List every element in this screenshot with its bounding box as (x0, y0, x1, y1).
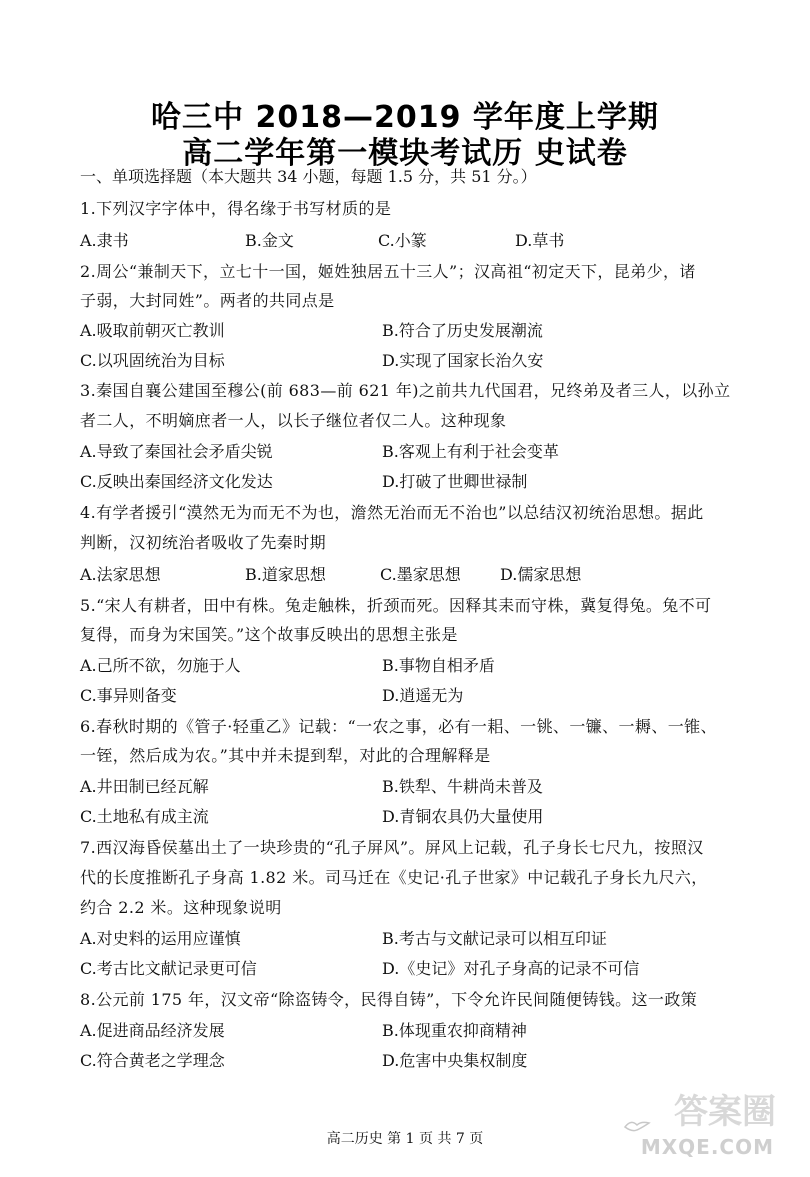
question-1-stem: 1.下列汉字字体中，得名缘于书写材质的是 (80, 199, 392, 218)
question-3-option-b: B.客观上有利于社会变革 (382, 442, 559, 461)
question-3-option-a: A.导致了秦国社会矛盾尖锐 (80, 442, 273, 461)
question-5-option-c: C.事异则备变 (80, 686, 177, 705)
question-6-option-b: B.铁犁、牛耕尚未普及 (382, 777, 543, 796)
question-7-stem-line2: 代的长度推断孔子身高 1.82 米。司马迁在《史记·孔子世家》中记载孔子身长九尺六， (80, 868, 708, 887)
question-8-option-b: B.体现重农抑商精神 (382, 1021, 527, 1040)
exam-title-line2: 高二学年第一模块考试历 史试卷 (182, 136, 628, 171)
question-4-stem-line2: 判断，汉初统治者吸收了先秦时期 (80, 533, 327, 552)
question-6-stem-line1: 6.春秋时期的《管子·轻重乙》记载：“一农之事，必有一耜、一铫、一镰、一耨、一锥、 (80, 717, 717, 736)
question-7-option-a: A.对史料的运用应谨慎 (80, 929, 241, 948)
question-1-option-b: B.金文 (245, 231, 294, 250)
question-4-option-b: B.道家思想 (245, 565, 326, 584)
question-6-stem-line2: 一铚，然后成为农。”其中并未提到犁，对此的合理解释是 (80, 746, 491, 765)
question-3-option-c: C.反映出秦国经济文化发达 (80, 472, 273, 491)
question-2-option-c: C.以巩固统治为目标 (80, 351, 225, 370)
question-7-option-d: D.《史记》对孔子身高的记录不可信 (382, 959, 640, 978)
question-8-option-d: D.危害中央集权制度 (382, 1051, 528, 1070)
question-5-stem-line1: 5.“宋人有耕者，田中有株。兔走触株，折颈而死。因释其耒而守株，冀复得兔。兔不可 (80, 596, 712, 615)
question-4-option-c: C.墨家思想 (380, 565, 461, 584)
question-7-option-b: B.考古与文献记录可以相互印证 (382, 929, 607, 948)
question-4-option-a: A.法家思想 (80, 565, 161, 584)
question-8-stem-line1: 8.公元前 175 年，汉文帝“除盗铸令，民得自铸”，下令允许民间随便铸钱。这一政策 (80, 990, 698, 1009)
bird-logo-icon (623, 1115, 651, 1135)
question-2-option-d: D.实现了国家长治久安 (382, 351, 544, 370)
section-heading: 一、单项选择题（本大题共 34 小题，每题 1.5 分，共 51 分。） (80, 167, 537, 186)
question-7-stem-line3: 约合 2.2 米。这种现象说明 (80, 898, 282, 917)
question-1-option-a: A.隶书 (80, 231, 129, 250)
watermark-site-text: MXQE.COM (640, 1135, 774, 1159)
question-2-stem-line2: 子弱，大封同姓”。两者的共同点是 (80, 291, 335, 310)
question-7-option-c: C.考古比文献记录更可信 (80, 959, 257, 978)
question-3-stem-line2: 者二人，不明嫡庶者一人，以长子继位者仅二人。这种现象 (80, 411, 507, 430)
question-5-option-b: B.事物自相矛盾 (382, 656, 495, 675)
question-5-option-d: D.逍遥无为 (382, 686, 464, 705)
question-8-option-c: C.符合黄老之学理念 (80, 1051, 225, 1070)
question-2-stem-line1: 2.周公“兼制天下，立七十一国，姬姓独居五十三人”；汉高祖“初定天下，昆弟少，诸 (80, 262, 696, 281)
question-5-option-a: A.己所不欲，勿施于人 (80, 656, 241, 675)
exam-title-line1: 哈三中 2018—2019 学年度上学期 (151, 100, 659, 135)
question-5-stem-line2: 复得，而身为宋国笑。”这个故事反映出的思想主张是 (80, 625, 458, 644)
question-1-option-c: C.小篆 (378, 231, 427, 250)
watermark-logo-text: 答案圈 (674, 1092, 776, 1132)
question-1-option-d: D.草书 (515, 231, 565, 250)
question-6-option-a: A.井田制已经瓦解 (80, 777, 209, 796)
question-7-stem-line1: 7.西汉海昏侯墓出土了一块珍贵的“孔子屏风”。屏风上记载，孔子身长七尺九，按照汉 (80, 838, 704, 857)
question-8-option-a: A.促进商品经济发展 (80, 1021, 225, 1040)
site-watermark (626, 1092, 796, 1167)
page-footer: 高二历史 第 1 页 共 7 页 (326, 1131, 484, 1147)
question-6-option-c: C.土地私有成主流 (80, 807, 209, 826)
question-3-option-d: D.打破了世卿世禄制 (382, 472, 528, 491)
question-3-stem-line1: 3.秦国自襄公建国至穆公(前 683—前 621 年)之前共九代国君，兄终弟及者三人，以孙立 (80, 381, 731, 400)
question-4-stem-line1: 4.有学者援引“漠然无为而无不为也，澹然无治而无不治也”以总结汉初统治思想。据此 (80, 503, 704, 522)
question-2-option-a: A.吸取前朝灭亡教训 (80, 321, 225, 340)
question-2-option-b: B.符合了历史发展潮流 (382, 321, 543, 340)
question-6-option-d: D.青铜农具仍大量使用 (382, 807, 544, 826)
question-4-option-d: D.儒家思想 (500, 565, 582, 584)
